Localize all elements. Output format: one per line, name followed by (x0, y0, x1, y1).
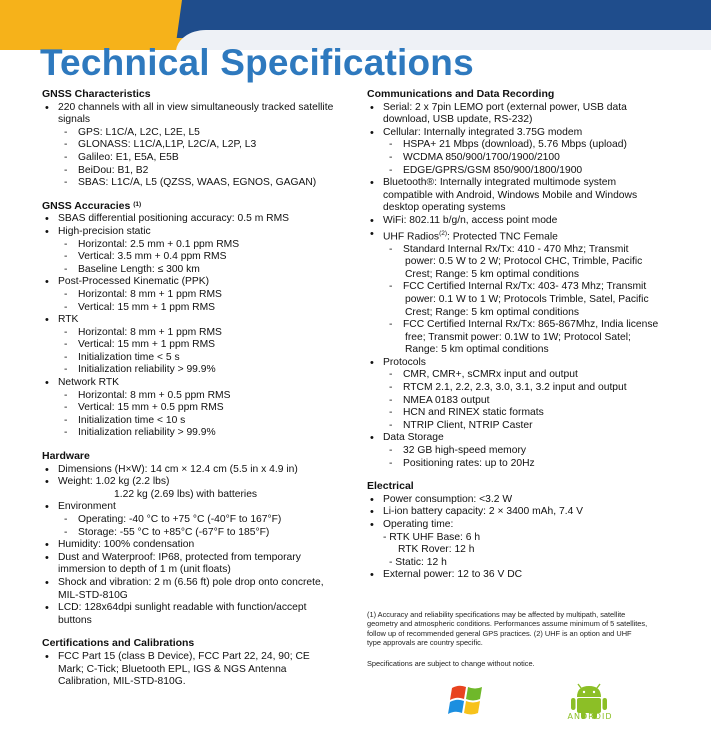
list-item: • External power: 12 to 36 V DC (367, 569, 685, 582)
list-item: • UHF Radios$^{(2)}$: Protected TNC Female (367, 228, 685, 244)
footnote-ref: (2) (439, 229, 448, 237)
gnss-characteristics-section (42, 88, 352, 190)
sub-item: - Vertical: 15 mm + 1 ppm RMS (42, 339, 352, 352)
left-column (42, 88, 352, 699)
sub-item-cont: Range: 5 km optimal conditions (405, 344, 549, 356)
sub-item: - CMR, CMR+, sCMRx input and output (367, 369, 685, 382)
sub-item: - NMEA 0183 output (367, 395, 685, 408)
section-heading: GNSS Accuracies $^{(1)}$ (42, 199, 142, 212)
list-item: • Humidity: 100% condensation (42, 539, 352, 552)
list-item: • Environment (42, 501, 352, 514)
sub-item: - Operating: -40 °C to +75 °C (-40°F to 167°F) (42, 514, 352, 527)
section-heading: GNSS Characteristics (42, 88, 151, 100)
sub-item: - BeiDou: B1, B2 (42, 165, 352, 178)
list-item: • RTK (42, 314, 352, 327)
certifications-section (42, 637, 352, 688)
list-item: • Weight: 1.02 kg (2.2 lbs) (42, 476, 352, 489)
sub-item: - Positioning rates: up to 20Hz (367, 458, 685, 471)
sub-item-cont: power: 0.5 W to 2 W; Protocol CHC, Trimble, Pacific (405, 256, 643, 268)
sub-item: - FCC Certified Internal Rx/Tx: 865-867Mhz, India license (367, 319, 685, 332)
footnote-line: (1) Accuracy and reliability specifications may be affected by multipath, satellite (367, 610, 626, 619)
list-item-cont: Mark; C-Tick; Bluetooth EPL, IGS & NGS Antenna (58, 663, 287, 675)
list-item: • FCC Part 15 (class B Device), FCC Part 22, 24, 90; CE (42, 651, 352, 664)
list-item: • Serial: 2 x 7pin LEMO port (external power, USB data (367, 102, 685, 115)
footnote-ref: (1) (133, 200, 142, 208)
list-item-cont: signals (58, 114, 91, 126)
list-item: • Cellular: Internally integrated 3.75G modem (367, 127, 685, 140)
sub-item: - EDGE/GPRS/GSM 850/900/1800/1900 (367, 165, 685, 178)
section-heading: Certifications and Calibrations (42, 637, 195, 650)
windows-logo-icon (444, 678, 492, 724)
sub-item: - GLONASS: L1C/A,L1P, L2C/A, L2P, L3 (42, 139, 352, 152)
right-column (367, 88, 685, 592)
sub-item: - Initialization time < 5 s (42, 352, 352, 365)
list-item-cont: immersion to depth of 1 m (unit floats) (58, 564, 231, 576)
list-item: • SBAS differential positioning accuracy: 0.5 m RMS (42, 213, 352, 226)
electrical-section (367, 480, 685, 582)
list-item: • Operating time: (367, 519, 685, 532)
footnote (367, 610, 685, 648)
list-item: • Protocols (367, 357, 685, 370)
sub-item: - Initialization time < 10 s (42, 415, 352, 428)
sub-item: - Vertical: 15 mm + 1 ppm RMS (42, 302, 352, 315)
list-item: • LCD: 128x64dpi sunlight readable with function/accept (42, 602, 352, 615)
sub-item-cont: power: 0.1 W to 1 W; Protocols Trimble, Satel, Pacific (405, 293, 649, 305)
sub-item: - Horizontal: 8 mm + 1 ppm RMS (42, 327, 352, 340)
sub-item: - 32 GB high-speed memory (367, 445, 685, 458)
sub-item: - HSPA+ 21 Mbps (download), 5.76 Mbps (upload) (367, 139, 685, 152)
communications-section (367, 88, 685, 470)
sub-item: - Vertical: 3.5 mm + 0.4 ppm RMS (42, 251, 352, 264)
hardware-section (42, 450, 352, 627)
section-heading: Electrical (367, 480, 414, 493)
list-item: • Li-ion battery capacity: 2 × 3400 mAh, 7.4 V (367, 506, 685, 519)
sub-item-cont: Crest; Range: 5 km optimal conditions (405, 306, 579, 318)
section-heading: Hardware (42, 450, 90, 463)
sub-item: - Initialization reliability > 99.9% (42, 427, 352, 440)
sub-item: - Horizontal: 8 mm + 1 ppm RMS (42, 289, 352, 302)
sub-item: - RTCM 2.1, 2.2, 2.3, 3.0, 3.1, 3.2 input and output (367, 382, 685, 395)
list-item-cont: download, USB update, RS-232) (383, 114, 533, 126)
list-item: • Post-Processed Kinematic (PPK) (42, 276, 352, 289)
list-item-cont: RTK Rover: 12 h (398, 544, 475, 556)
sub-item-cont: Crest; Range: 5 km optimal conditions (405, 268, 579, 280)
list-item: • Dimensions (H×W): 14 cm × 12.4 cm (5.5 in x 4.9 in) (42, 464, 352, 477)
footnote-line: geometry and atmospheric conditions. Performances assume minimum of 5 satellites, (367, 619, 648, 629)
change-notice: Specifications are subject to change without notice. (367, 659, 535, 668)
list-item-cont: desktop operating systems (383, 202, 506, 214)
sub-item: - Baseline Length: ≤ 300 km (42, 264, 352, 277)
list-item-cont: - Static: 12 h (389, 556, 447, 568)
list-item: • Dust and Waterproof: IP68, protected from temporary (42, 552, 352, 565)
list-item: • High-precision static (42, 226, 352, 239)
sub-item: - Vertical: 15 mm + 0.5 ppm RMS (42, 402, 352, 415)
list-item: • 220 channels with all in view simultaneously tracked satellite (42, 102, 352, 115)
sub-item: - SBAS: L1C/A, L5 (QZSS, WAAS, EGNOS, GAGAN) (42, 177, 352, 190)
sub-item: - GPS: L1C/A, L2C, L2E, L5 (42, 127, 352, 140)
android-wordmark: ANDROID (567, 712, 613, 721)
list-item: • Network RTK (42, 377, 352, 390)
footnote-line: type approvals are country specific. (367, 638, 483, 648)
sub-item: - Horizontal: 8 mm + 0.5 ppm RMS (42, 390, 352, 403)
sub-item: - HCN and RINEX static formats (367, 407, 685, 420)
list-item: • WiFi: 802.11 b/g/n, access point mode (367, 215, 685, 228)
list-item-cont: compatible with Android, Windows Mobile and Windows (383, 189, 638, 201)
section-heading: Communications and Data Recording (367, 88, 555, 100)
sub-item: - FCC Certified Internal Rx/Tx: 403- 473 Mhz; Transmit (367, 281, 685, 294)
list-item-cont: Calibration, MIL-STD-810G. (58, 676, 186, 688)
sub-item: - Galileo: E1, E5A, E5B (42, 152, 352, 165)
sub-item: - Initialization reliability > 99.9% (42, 364, 352, 377)
sub-item-cont: free; Transmit power: 0.1W to 1W; Protocol Satel; (405, 331, 631, 343)
list-item: • Data Storage (367, 432, 685, 445)
list-item: • Shock and vibration: 2 m (6.56 ft) pole drop onto concrete, (42, 577, 352, 590)
list-item: • Power consumption: <3.2 W (367, 494, 685, 507)
list-item-cont: buttons (58, 614, 92, 626)
sub-item: - WCDMA 850/900/1700/1900/2100 (367, 152, 685, 165)
footnote-line: follow up of recommended general GPS practices. (2) UHF is an option and UHF (367, 628, 632, 638)
sub-item: - Storage: -55 °C to +85°C (-67°F to 185°F) (42, 527, 352, 540)
list-item-cont: - RTK UHF Base: 6 h (383, 531, 481, 543)
list-item-cont: 1.22 kg (2.69 lbs) with batteries (114, 488, 258, 500)
list-item: • Bluetooth®: Internally integrated multimode system (367, 177, 685, 190)
sub-item: - Horizontal: 2.5 mm + 0.1 ppm RMS (42, 239, 352, 252)
sub-item: - NTRIP Client, NTRIP Caster (367, 420, 685, 433)
list-item-cont: MIL-STD-810G (58, 589, 128, 601)
page-title: Technical Specifications (40, 42, 474, 83)
gnss-accuracies-section (42, 200, 352, 440)
sub-item: - Standard Internal Rx/Tx: 410 - 470 Mhz; Transmit (367, 244, 685, 257)
